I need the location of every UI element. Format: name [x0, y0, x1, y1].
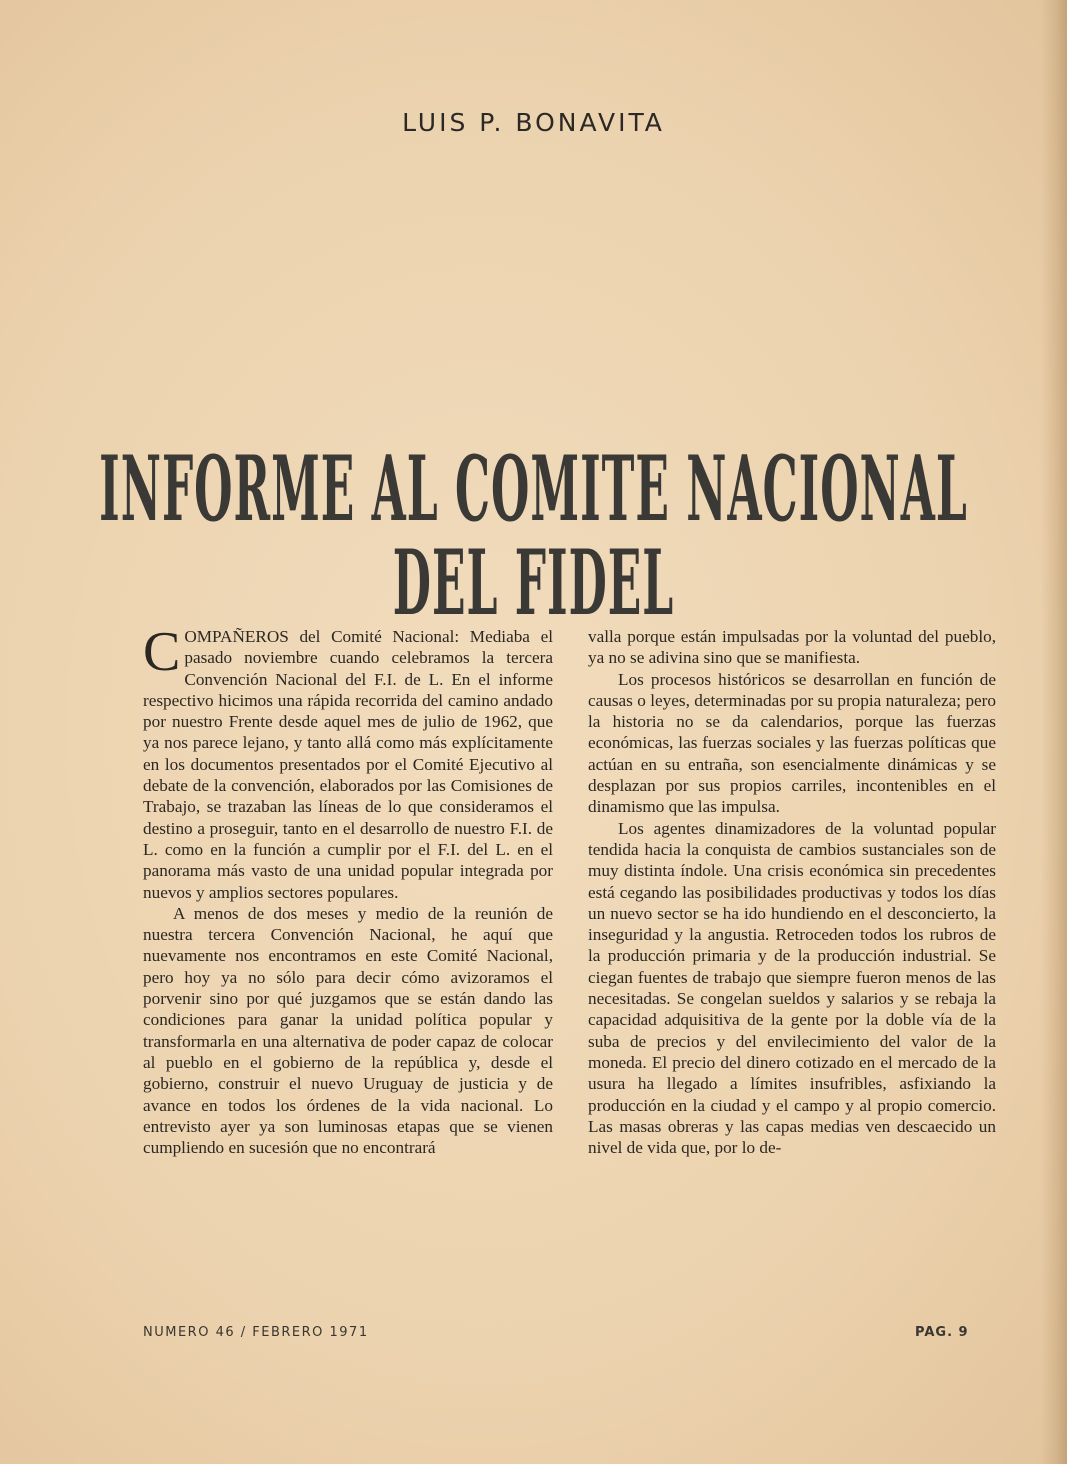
article-paragraph: A menos de dos meses y medio de la reunión de nuestra tercera Convención Nacional, he aquí que nuevamente nos encontramos en este Comité Nacional, pero hoy ya no sólo para decir cómo avizoramos el porvenir sino por qué juzgamos que se están dando las condiciones para ganar la unidad política popular y transformarla en una alternativa de poder capaz de colocar al pueblo en el gobierno de la república y, desde el gobierno, construir el nuevo Uruguay de justicia y de avance en todos los órdenes de la vida nacional. Lo entrevisto ayer ya son luminosas etapas que se vienen cumpliendo en sucesión que no encontrará — [143, 903, 553, 1158]
issue-footer: NUMERO 46 / FEBRERO 1971 — [143, 1325, 369, 1340]
paragraph-text: OMPAÑEROS del Comité Nacional: Mediaba el pasado noviembre cuando celebramos la tercera Convención Nacional del F.I. de L. En el informe respectivo hicimos una rápida recorrida del camino andado por nuestro Frente desde aquel mes de julio de 1962, que ya nos parece lejano, y tanto allá como más explícitamente en los documentos presentados por el Comité Ejecutivo al debate de la convención, elaborados por las Comisiones de Trabajo, se trazaban las líneas de lo que consideramos el destino a proseguir, tanto en el desarrollo de nuestro F.I. de L. como en la función a cumplir por el F.I. del L. en el panorama más vasto de una unidad popular integrada por nuevos y amplios sectores populares. — [143, 627, 553, 902]
article-column-right — [588, 626, 996, 1158]
article-paragraph: valla porque están impulsadas por la voluntad del pueblo, ya no se adivina sino que se manifiesta. — [588, 627, 996, 668]
headline-line-1: INFORME AL COMITE NACIONAL — [99, 438, 968, 543]
author-name: LUIS P. BONAVITA — [402, 108, 665, 137]
page-edge-shadow — [1041, 0, 1067, 1464]
article-paragraph: Los procesos históricos se desarrollan en función de causas o leyes, determinadas por su propia naturaleza; pero la historia no se da calendarios, porque las fuerzas económicas, las fuerzas sociales y las fuerzas políticas que actúan en su entraña, son esencialmente dinámicas y se desplazan por sus propios carriles, incontenibles en el dinamismo que las impulsa. — [588, 669, 996, 817]
article-paragraph: Los agentes dinamizadores de la voluntad popular tendida hacia la conquista de cambios sustanciales son de muy distinta índole. Una crisis económica sin precedentes está cegando las posibilidades productivas y todos los días un nuevo sector se ha ido hundiendo en el desconcierto, la inseguridad y la angustia. Retroceden todos los rubros de la producción primaria y de la producción industrial. Se ciegan fuentes de trabajo que siempre fueron menos de las necesitadas. Se congelan sueldos y salarios y se rebaja la capacidad adquisitiva de la gente por la doble vía de la suba de precios y del envilecimiento del valor de la moneda. El precio del dinero cotizado en el mercado de la usura ha llegado a límites insufribles, asfixiando la producción en la ciudad y el campo y al propio comercio. Las masas obreras y las capas medias ven descaecido un nivel de vida que, por lo de- — [588, 818, 996, 1158]
drop-cap: C — [143, 621, 181, 683]
headline-line-2: DEL FIDEL — [392, 532, 675, 637]
article-paragraph — [143, 621, 553, 903]
page-number: PAG. 9 — [915, 1325, 969, 1340]
article-column-left — [143, 621, 553, 1158]
